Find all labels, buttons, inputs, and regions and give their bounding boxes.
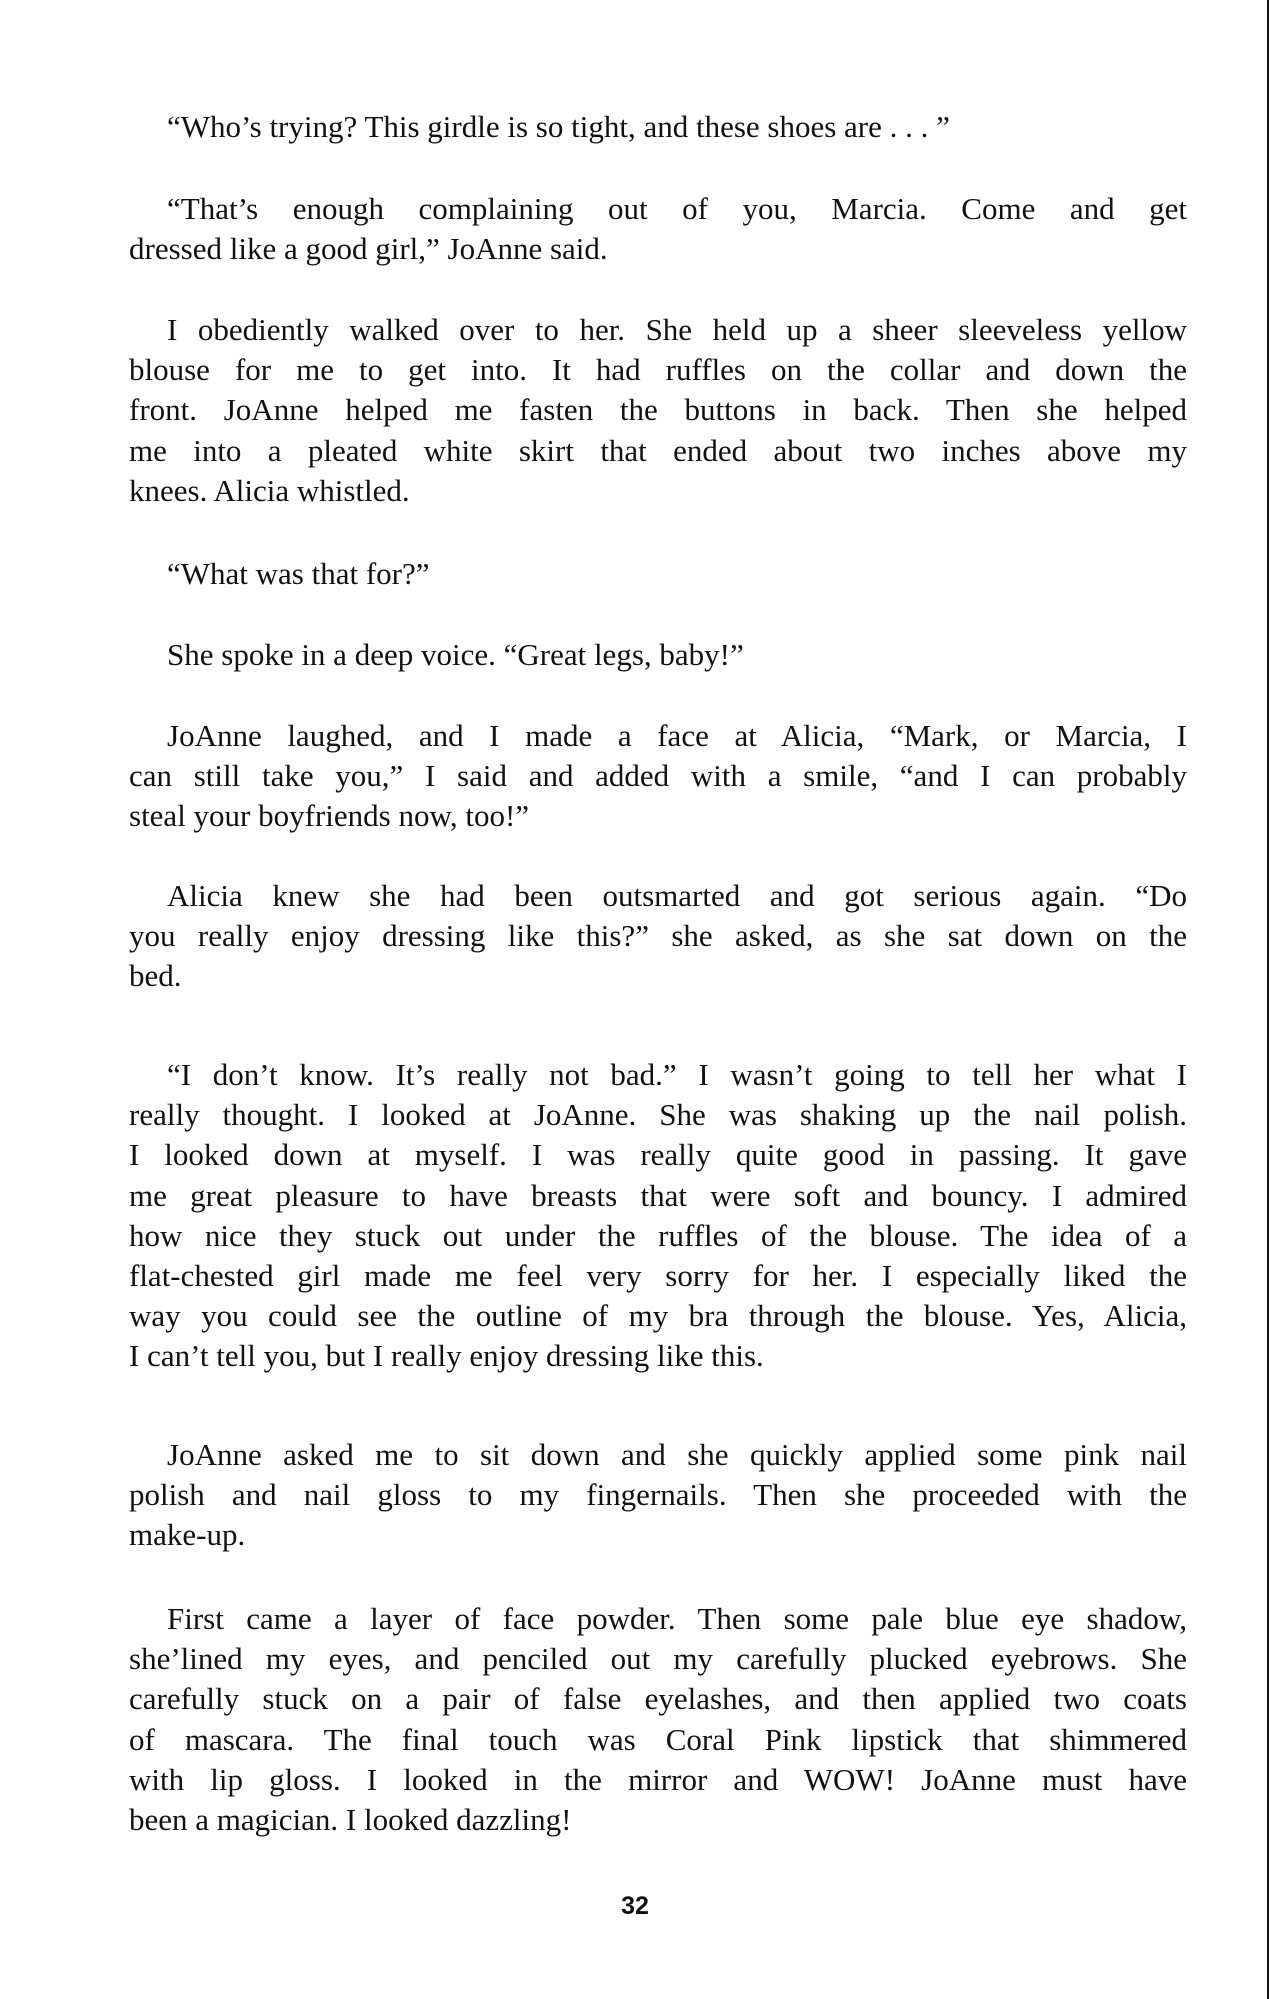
paragraph [129, 310, 1187, 511]
text-line: front. JoAnne helped me fasten the buttons in back. Then she helped [129, 392, 1187, 428]
text-line: polish and nail gloss to my fingernails. Then she proceeded with the [129, 1477, 1187, 1513]
text-line: JoAnne laughed, and I made a face at Alicia, “Mark, or Marcia, I [167, 718, 1187, 753]
paragraph [129, 189, 1187, 269]
text-line: blouse for me to get into. It had ruffles on the collar and down the [129, 352, 1187, 388]
text-line: you really enjoy dressing like this?” she asked, as she sat down on the [129, 918, 1187, 954]
paragraph [129, 554, 1187, 594]
text-line: “What was that for?” [167, 556, 430, 591]
text-line: steal your boyfriends now, too!” [129, 798, 530, 834]
text-line: me great pleasure to have breasts that were soft and bouncy. I admired [129, 1177, 1187, 1213]
text-line: carefully stuck on a pair of false eyelashes, and then applied two coats [129, 1681, 1187, 1717]
paragraph [129, 1055, 1187, 1377]
text-line: can still take you,” I said and added with a smile, “and I can probably [129, 758, 1187, 794]
text-line: bed. [129, 958, 182, 994]
page-edge [1267, 0, 1269, 1999]
paragraph [129, 716, 1187, 837]
text-line: been a magician. I looked dazzling! [129, 1802, 572, 1838]
text-line: with lip gloss. I looked in the mirror and WOW! JoAnne must have [129, 1761, 1187, 1797]
text-line: I obediently walked over to her. She held up a sheer sleeveless yellow [167, 312, 1187, 347]
text-line: I looked down at myself. I was really quite good in passing. It gave [129, 1137, 1187, 1173]
text-line: make-up. [129, 1517, 246, 1553]
text-line: “Who’s trying? This girdle is so tight, and these shoes are . . . ” [167, 109, 950, 144]
text-line: how nice they stuck out under the ruffles of the blouse. The idea of a [129, 1217, 1187, 1253]
text-line: me into a pleated white skirt that ended about two inches above my [129, 432, 1187, 468]
text-line: She spoke in a deep voice. “Great legs, baby!” [167, 637, 744, 672]
text-line: flat-chested girl made me feel very sorry for her. I especially liked the [129, 1258, 1187, 1294]
text-line: Alicia knew she had been outsmarted and got serious again. “Do [167, 878, 1187, 913]
text-line: dressed like a good girl,” JoAnne said. [129, 231, 608, 267]
paragraph [129, 876, 1187, 997]
text-line: JoAnne asked me to sit down and she quickly applied some pink nail [167, 1437, 1187, 1472]
text-line: knees. Alicia whistled. [129, 472, 410, 508]
paragraph [129, 1599, 1187, 1840]
text-line: I can’t tell you, but I really enjoy dressing like this. [129, 1338, 764, 1374]
text-line: way you could see the outline of my bra through the blouse. Yes, Alicia, [129, 1298, 1187, 1334]
text-line: of mascara. The final touch was Coral Pink lipstick that shimmered [129, 1721, 1187, 1757]
text-line: First came a layer of face powder. Then some pale blue eye shadow, [167, 1601, 1187, 1636]
paragraph [129, 635, 1187, 675]
paragraph [129, 107, 1187, 147]
text-line: “That’s enough complaining out of you, Marcia. Come and get [167, 191, 1187, 226]
page-number: 32 [621, 1892, 649, 1920]
paragraph [129, 1435, 1187, 1556]
text-line: really thought. I looked at JoAnne. She was shaking up the nail polish. [129, 1097, 1187, 1133]
text-line: “I don’t know. It’s really not bad.” I wasn’t going to tell her what I [167, 1057, 1187, 1092]
text-line: she’lined my eyes, and penciled out my carefully plucked eyebrows. She [129, 1641, 1187, 1677]
